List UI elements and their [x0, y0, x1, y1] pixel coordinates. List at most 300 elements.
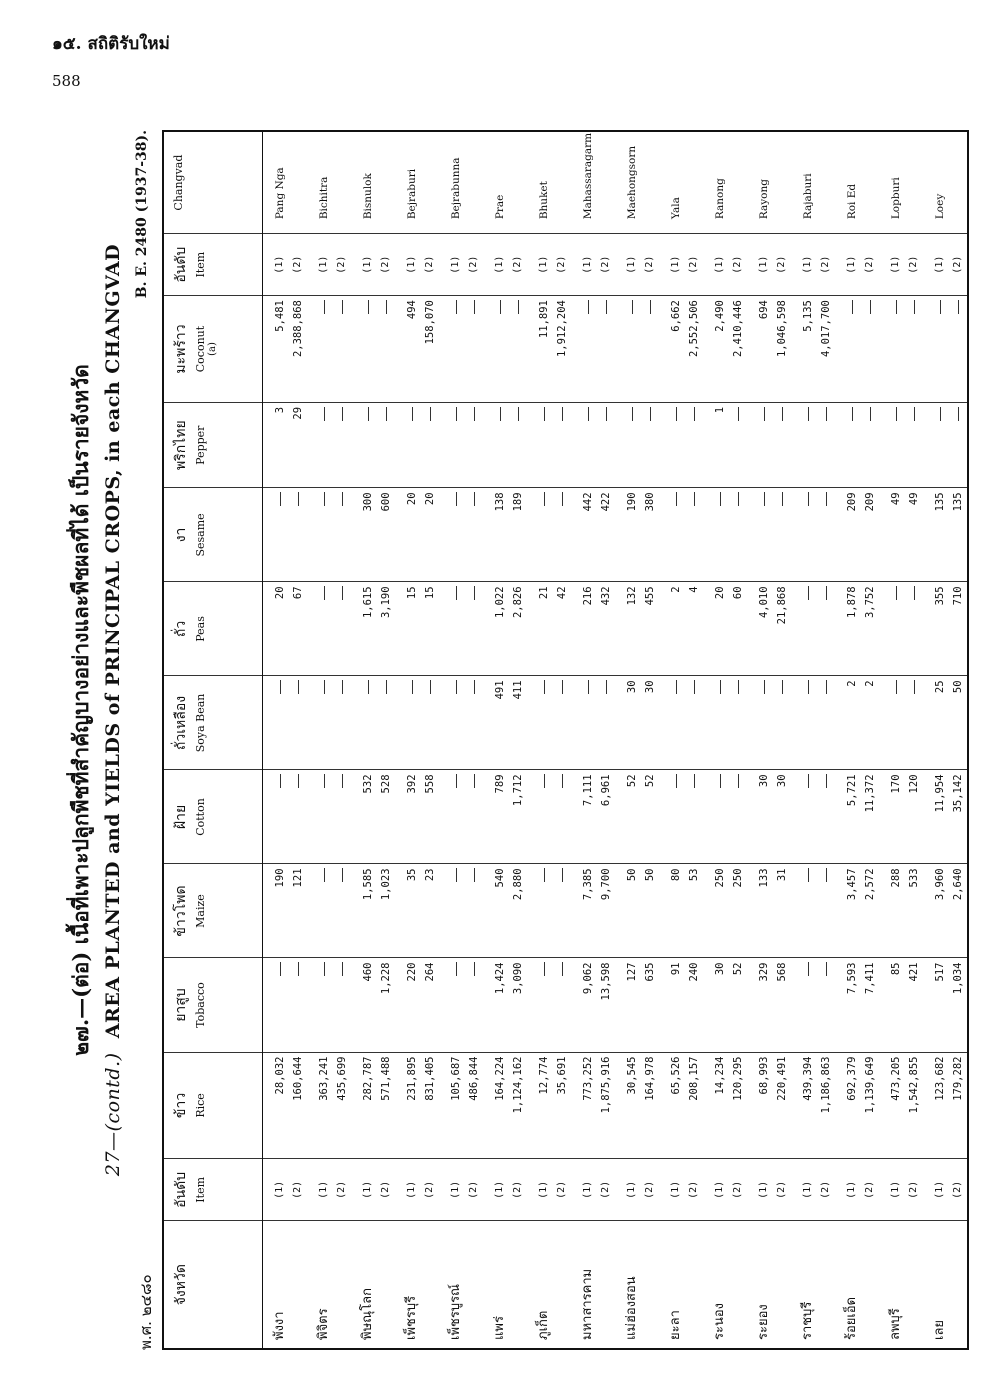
changvad-thai-blank	[773, 1221, 791, 1349]
dash-mark	[324, 774, 325, 788]
changvad-thai-blank	[861, 1221, 879, 1349]
sesame-value	[307, 488, 333, 582]
column-header	[163, 1221, 263, 1349]
table-row	[703, 131, 729, 1349]
pepper-value	[791, 402, 817, 487]
sesame-value	[263, 488, 290, 582]
changvad-thai-blank	[729, 1221, 747, 1349]
cotton-value	[307, 770, 333, 864]
item-number: (1)	[527, 234, 553, 296]
dash-mark	[826, 868, 827, 882]
dash-mark	[298, 492, 299, 506]
sesame-value: 190	[615, 488, 641, 582]
table-row	[791, 131, 817, 1349]
pepper-value: 1	[703, 402, 729, 487]
dash-mark	[500, 407, 501, 421]
peas-value: 1,878	[835, 582, 861, 676]
column-header	[163, 582, 263, 676]
dash-mark	[632, 407, 633, 421]
year-thai: พ.ศ. ๒๔๘๐	[137, 1274, 155, 1350]
pepper-value	[307, 402, 333, 487]
changvad-thai: เพ็ชรบุรี	[404, 1295, 419, 1340]
tobacco-value	[333, 958, 351, 1052]
table-row	[377, 131, 395, 1349]
dash-mark	[914, 586, 915, 600]
maize-value: 133	[747, 864, 773, 958]
cotton-value	[465, 770, 483, 864]
soya-value	[571, 676, 597, 770]
coconut-value: 5,481	[263, 296, 290, 403]
maize-value: 121	[289, 864, 307, 958]
soya-value: 30	[615, 676, 641, 770]
dash-mark	[606, 407, 607, 421]
table-row	[659, 131, 685, 1349]
column-header-english: Item	[194, 1176, 207, 1203]
table-row	[483, 131, 509, 1349]
dash-mark	[650, 300, 651, 314]
cotton-value: 11,954	[923, 770, 949, 864]
column-header-english: Maize	[194, 894, 207, 928]
cotton-value	[703, 770, 729, 864]
tobacco-value	[553, 958, 571, 1052]
tobacco-value	[817, 958, 835, 1052]
dash-mark	[386, 407, 387, 421]
maize-value: 80	[659, 864, 685, 958]
item-number: (1)	[615, 234, 641, 296]
coconut-value: 2,410,446	[729, 296, 747, 403]
changvad-english-blank	[289, 131, 307, 234]
sesame-value	[747, 488, 773, 582]
cotton-value: 528	[377, 770, 395, 864]
item-number: (2)	[905, 234, 923, 296]
item-number: (2)	[509, 234, 527, 296]
pepper-value	[773, 402, 791, 487]
dash-mark	[324, 868, 325, 882]
cotton-value	[659, 770, 685, 864]
changvad-thai: แม่ฮ่องสอน	[624, 1276, 639, 1340]
dash-mark	[808, 407, 809, 421]
cotton-value: 30	[747, 770, 773, 864]
dash-mark	[368, 680, 369, 694]
coconut-value	[377, 296, 395, 403]
cotton-value: 11,372	[861, 770, 879, 864]
changvad-thai: พังงา	[272, 1311, 287, 1340]
dash-mark	[280, 492, 281, 506]
dash-mark	[456, 300, 457, 314]
tobacco-value: 85	[879, 958, 905, 1052]
pepper-value	[615, 402, 641, 487]
soya-value	[289, 676, 307, 770]
column-header	[163, 1052, 263, 1159]
year-english: B. E. 2480 (1937-38).	[134, 130, 150, 299]
coconut-value	[439, 296, 465, 403]
peas-value: 15	[395, 582, 421, 676]
dash-mark	[808, 774, 809, 788]
item-number: (2)	[729, 234, 747, 296]
soya-value: 491	[483, 676, 509, 770]
item-number: (2)	[685, 1159, 703, 1221]
dash-mark	[456, 774, 457, 788]
item-number: (1)	[659, 234, 685, 296]
column-header-english: Peas	[194, 616, 207, 642]
coconut-value: 494	[395, 296, 421, 403]
column-header-thai: จังหวัด	[173, 1264, 189, 1306]
item-number: (1)	[879, 234, 905, 296]
dash-mark	[456, 407, 457, 421]
sesame-value	[289, 488, 307, 582]
table-title-thai: ๒๗.—(ต่อ) เนื้อที่เพาะปลูกพืชที่สำคัญบางอย่างและพืชผลที่ได้ เป็นรายจังหวัด	[68, 364, 93, 1056]
table-row	[333, 131, 351, 1349]
dash-mark	[606, 680, 607, 694]
cotton-value	[289, 770, 307, 864]
cotton-value	[553, 770, 571, 864]
changvad-english: Lopburi	[879, 131, 905, 234]
peas-value	[817, 582, 835, 676]
soya-value	[351, 676, 377, 770]
peas-value: 60	[729, 582, 747, 676]
maize-value: 288	[879, 864, 905, 958]
dash-mark	[720, 680, 721, 694]
peas-value: 67	[289, 582, 307, 676]
dash-mark	[562, 868, 563, 882]
tobacco-value: 329	[747, 958, 773, 1052]
dash-mark	[808, 868, 809, 882]
maize-value	[553, 864, 571, 958]
coconut-value: 2,552,506	[685, 296, 703, 403]
item-number: (1)	[747, 234, 773, 296]
item-number: (1)	[439, 1159, 465, 1221]
changvad-thai: พิษณุโลก	[360, 1287, 375, 1340]
peas-value: 2	[659, 582, 685, 676]
dash-mark	[518, 407, 519, 421]
coconut-value: 4,017,700	[817, 296, 835, 403]
item-number: (1)	[263, 234, 290, 296]
soya-value	[421, 676, 439, 770]
tobacco-value	[791, 958, 817, 1052]
dash-mark	[606, 300, 607, 314]
cotton-value	[817, 770, 835, 864]
dash-mark	[544, 492, 545, 506]
coconut-value: 1,912,204	[553, 296, 571, 403]
rice-value: 120,295	[729, 1052, 747, 1159]
changvad-thai: ลพบุรี	[888, 1308, 903, 1340]
peas-value: 1,022	[483, 582, 509, 676]
coconut-value	[615, 296, 641, 403]
dash-mark	[940, 300, 941, 314]
maize-value: 7,385	[571, 864, 597, 958]
pepper-value	[597, 402, 615, 487]
sesame-value: 209	[861, 488, 879, 582]
dash-mark	[342, 300, 343, 314]
changvad-english-blank	[949, 131, 968, 234]
rice-value: 571,488	[377, 1052, 395, 1159]
sesame-value	[333, 488, 351, 582]
sesame-value	[817, 488, 835, 582]
column-header-english: Soya Bean	[194, 693, 207, 753]
maize-value: 1,023	[377, 864, 395, 958]
cotton-value	[729, 770, 747, 864]
rice-value: 28,032	[263, 1052, 290, 1159]
peas-value: 15	[421, 582, 439, 676]
item-number: (2)	[861, 1159, 879, 1221]
coconut-value	[905, 296, 923, 403]
table-body	[263, 131, 969, 1349]
tobacco-value: 1,228	[377, 958, 395, 1052]
dash-mark	[958, 300, 959, 314]
item-number: (2)	[685, 234, 703, 296]
pepper-value	[439, 402, 465, 487]
tobacco-value	[439, 958, 465, 1052]
table-row	[439, 131, 465, 1349]
rice-value: 773,252	[571, 1052, 597, 1159]
table-row	[905, 131, 923, 1349]
changvad-english-blank	[641, 131, 659, 234]
coconut-value	[307, 296, 333, 403]
soya-value: 30	[641, 676, 659, 770]
pepper-value: 29	[289, 402, 307, 487]
column-header-thai: อันดับ	[173, 246, 189, 283]
changvad-thai-blank	[377, 1221, 395, 1349]
item-number: (1)	[791, 1159, 817, 1221]
tobacco-value: 635	[641, 958, 659, 1052]
changvad-thai: มหาสารคาม	[580, 1268, 595, 1340]
rice-value: 231,895	[395, 1052, 421, 1159]
coconut-value	[835, 296, 861, 403]
item-number: (1)	[527, 1159, 553, 1221]
changvad-thai-blank	[333, 1221, 351, 1349]
dash-mark	[870, 300, 871, 314]
sesame-value: 600	[377, 488, 395, 582]
dash-mark	[958, 407, 959, 421]
dash-mark	[298, 680, 299, 694]
tobacco-value: 1,424	[483, 958, 509, 1052]
item-number: (2)	[641, 234, 659, 296]
soya-value: 2	[835, 676, 861, 770]
pepper-value	[729, 402, 747, 487]
peas-value	[307, 582, 333, 676]
changvad-english: Mahassaragarm	[571, 131, 597, 234]
dash-mark	[852, 300, 853, 314]
table-row	[747, 131, 773, 1349]
maize-value: 50	[641, 864, 659, 958]
item-number: (1)	[703, 234, 729, 296]
item-number: (1)	[659, 1159, 685, 1221]
soya-value: 411	[509, 676, 527, 770]
dash-mark	[588, 300, 589, 314]
peas-value	[879, 582, 905, 676]
changvad-english-blank	[861, 131, 879, 234]
pepper-value	[351, 402, 377, 487]
changvad-thai: พิจิตร	[316, 1308, 331, 1340]
column-header-note: (a)	[207, 342, 218, 356]
soya-value	[791, 676, 817, 770]
changvad-thai: ระนอง	[712, 1302, 727, 1340]
peas-value: 132	[615, 582, 641, 676]
coconut-value	[483, 296, 509, 403]
table-row	[923, 131, 949, 1349]
peas-value: 3,190	[377, 582, 395, 676]
table-row	[509, 131, 527, 1349]
cotton-value: 30	[773, 770, 791, 864]
sesame-value: 135	[923, 488, 949, 582]
pepper-value	[747, 402, 773, 487]
sesame-value: 380	[641, 488, 659, 582]
item-number: (2)	[377, 234, 395, 296]
rice-value: 30,545	[615, 1052, 641, 1159]
coconut-value: 158,070	[421, 296, 439, 403]
maize-value: 2,880	[509, 864, 527, 958]
changvad-thai-blank	[289, 1221, 307, 1349]
tobacco-value	[527, 958, 553, 1052]
dash-mark	[562, 407, 563, 421]
rice-value: 831,405	[421, 1052, 439, 1159]
dash-mark	[342, 586, 343, 600]
soya-value: 25	[923, 676, 949, 770]
pepper-value	[835, 402, 861, 487]
column-header-english: Sesame	[194, 513, 207, 557]
table-row	[817, 131, 835, 1349]
sesame-value	[685, 488, 703, 582]
item-number: (2)	[905, 1159, 923, 1221]
rice-value: 12,774	[527, 1052, 553, 1159]
column-header-english: Tobacco	[194, 982, 207, 1028]
column-header-thai: ข้าว	[173, 1092, 189, 1119]
rice-value: 1,186,863	[817, 1052, 835, 1159]
item-number: (1)	[307, 1159, 333, 1221]
item-number: (2)	[817, 234, 835, 296]
tobacco-value: 7,411	[861, 958, 879, 1052]
maize-value	[333, 864, 351, 958]
rice-value: 123,682	[923, 1052, 949, 1159]
changvad-thai-blank	[641, 1221, 659, 1349]
item-number: (1)	[835, 234, 861, 296]
sesame-value: 300	[351, 488, 377, 582]
changvad-english: Bejrabunna	[439, 131, 465, 234]
dash-mark	[676, 774, 677, 788]
peas-value	[905, 582, 923, 676]
rice-value: 1,124,162	[509, 1052, 527, 1159]
peas-value: 20	[703, 582, 729, 676]
changvad-thai-blank	[597, 1221, 615, 1349]
maize-value	[439, 864, 465, 958]
maize-value: 50	[615, 864, 641, 958]
dash-mark	[324, 300, 325, 314]
dash-mark	[808, 492, 809, 506]
peas-value: 20	[263, 582, 290, 676]
dash-mark	[914, 407, 915, 421]
table-title-english	[102, 210, 124, 1210]
cotton-value: 6,961	[597, 770, 615, 864]
dash-mark	[782, 407, 783, 421]
dash-mark	[808, 586, 809, 600]
dash-mark	[474, 963, 475, 977]
item-number: (1)	[483, 1159, 509, 1221]
dash-mark	[544, 963, 545, 977]
pepper-value	[641, 402, 659, 487]
rice-value: 65,526	[659, 1052, 685, 1159]
tobacco-value	[289, 958, 307, 1052]
dash-mark	[694, 407, 695, 421]
pepper-value	[483, 402, 509, 487]
pepper-value	[395, 402, 421, 487]
dash-mark	[386, 680, 387, 694]
item-number: (1)	[923, 1159, 949, 1221]
cotton-value: 558	[421, 770, 439, 864]
soya-value	[465, 676, 483, 770]
coconut-value	[949, 296, 968, 403]
item-number: (1)	[351, 234, 377, 296]
title-english-text: AREA PLANTED and YIELDS of PRINCIPAL CROPS, in each CHANGVAD	[102, 243, 124, 1039]
peas-value: 455	[641, 582, 659, 676]
tobacco-value: 9,062	[571, 958, 597, 1052]
rice-value: 208,157	[685, 1052, 703, 1159]
column-header	[163, 1159, 263, 1221]
dash-mark	[342, 492, 343, 506]
dash-mark	[826, 407, 827, 421]
dash-mark	[588, 680, 589, 694]
changvad-english: Yala	[659, 131, 685, 234]
item-number: (1)	[615, 1159, 641, 1221]
changvad-thai: ภูเก็ต	[536, 1310, 551, 1340]
changvad-thai-blank	[553, 1221, 571, 1349]
tobacco-value: 460	[351, 958, 377, 1052]
peas-value: 21,868	[773, 582, 791, 676]
dash-mark	[914, 300, 915, 314]
rice-value: 220,491	[773, 1052, 791, 1159]
column-header-thai: ยาสูบ	[173, 988, 189, 1022]
column-header	[163, 131, 263, 234]
item-number: (2)	[289, 1159, 307, 1221]
maize-value: 35	[395, 864, 421, 958]
coconut-value	[509, 296, 527, 403]
soya-value	[703, 676, 729, 770]
changvad-english-blank	[465, 131, 483, 234]
item-number: (2)	[861, 234, 879, 296]
dash-mark	[412, 407, 413, 421]
item-number: (2)	[465, 234, 483, 296]
changvad-english: Bichitra	[307, 131, 333, 234]
column-header-english: Rice	[194, 1093, 207, 1118]
dash-mark	[474, 492, 475, 506]
dash-mark	[456, 963, 457, 977]
pepper-value	[527, 402, 553, 487]
item-number: (1)	[351, 1159, 377, 1221]
dash-mark	[896, 586, 897, 600]
dash-mark	[826, 492, 827, 506]
dash-mark	[562, 963, 563, 977]
maize-value	[307, 864, 333, 958]
sesame-value: 209	[835, 488, 861, 582]
cotton-value	[263, 770, 290, 864]
sesame-value	[773, 488, 791, 582]
pepper-value	[879, 402, 905, 487]
table-row	[307, 131, 333, 1349]
tobacco-value: 52	[729, 958, 747, 1052]
soya-value	[395, 676, 421, 770]
item-number: (2)	[597, 234, 615, 296]
changvad-english: Maehongsorn	[615, 131, 641, 234]
dash-mark	[280, 963, 281, 977]
pepper-value	[685, 402, 703, 487]
coconut-value	[923, 296, 949, 403]
rice-value: 164,978	[641, 1052, 659, 1159]
header-row	[163, 131, 263, 1349]
cotton-value: 1,712	[509, 770, 527, 864]
crop-table	[162, 130, 969, 1350]
dash-mark	[738, 407, 739, 421]
tobacco-value: 13,598	[597, 958, 615, 1052]
dash-mark	[808, 680, 809, 694]
